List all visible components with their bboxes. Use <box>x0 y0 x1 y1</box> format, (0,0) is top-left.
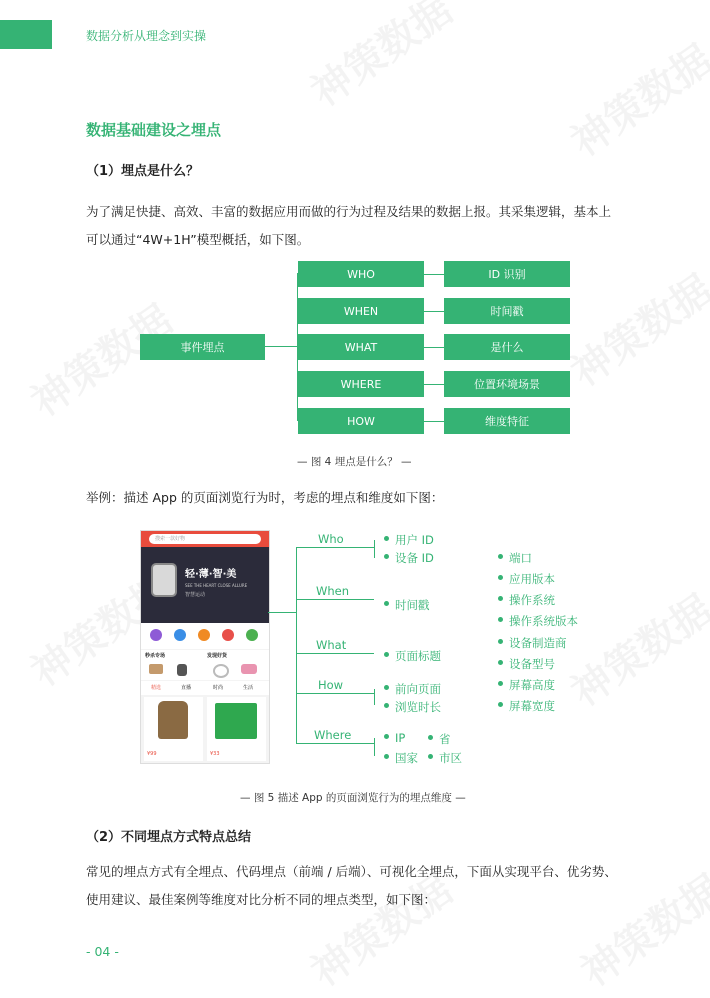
dimension-item <box>384 597 430 613</box>
header-title: 数据分析从理念到实操 <box>86 29 207 43</box>
category-row <box>141 623 269 649</box>
dimension-text: 浏览时长 <box>395 700 441 714</box>
paragraph-line: 可以通过“4W+1H”模型概括，如下图。 <box>86 232 310 247</box>
label-when: When <box>316 584 350 598</box>
example-text: 举例：描述 App 的页面浏览行为时，考虑的埋点和维度如下图： <box>86 490 444 505</box>
watch-icon <box>151 563 177 597</box>
product-thumb <box>241 664 257 674</box>
w-value-box: 时间戳 <box>444 298 570 324</box>
w-key-box: WHERE <box>298 371 424 397</box>
w-key-box: WHO <box>298 261 424 287</box>
phone-screenshot <box>140 530 270 764</box>
w-key-box: HOW <box>298 408 424 434</box>
subsection-title-1: （1）埋点是什么？ <box>86 164 200 179</box>
category-icon <box>246 629 258 641</box>
bullet-icon <box>498 660 503 665</box>
bullet-icon <box>384 703 389 708</box>
connector <box>424 347 444 348</box>
bullet-icon <box>498 575 503 580</box>
label-where: Where <box>314 728 352 742</box>
product-card <box>144 697 203 761</box>
dimension-text: 时间戳 <box>395 598 430 612</box>
dimension-text: 省 <box>439 732 451 746</box>
paragraph-1 <box>86 198 646 254</box>
dimension-item <box>384 699 441 715</box>
device-item <box>498 698 555 714</box>
bullet-icon <box>384 652 389 657</box>
subsection-title-2: （2）不同埋点方式特点总结 <box>86 830 252 845</box>
device-item <box>498 677 555 693</box>
bullet-icon <box>428 735 433 740</box>
bullet-icon <box>498 596 503 601</box>
dimension-item <box>384 648 441 664</box>
price: ¥99 <box>147 751 157 757</box>
tab-row <box>141 681 269 695</box>
dimension-text: 用户 ID <box>395 533 434 547</box>
dimension-text: 市区 <box>439 751 462 765</box>
dimension-text: 页面标题 <box>395 649 441 663</box>
feature-row <box>141 650 269 680</box>
connector <box>296 599 374 600</box>
page-number: - 04 - <box>86 944 119 959</box>
banner-brand: 智慧运动 <box>185 592 206 598</box>
w-value-box: ID 识别 <box>444 261 570 287</box>
dimension-text: 前向页面 <box>395 682 441 696</box>
label-who: Who <box>318 532 344 546</box>
device-text: 屏幕高度 <box>509 678 555 692</box>
connector <box>374 540 375 558</box>
w-value-box: 位置环境场景 <box>444 371 570 397</box>
connector <box>296 693 374 694</box>
paragraph-line: 为了满足快捷、高效、丰富的数据应用而做的行为过程及结果的数据上报。其采集逻辑，基本上 <box>86 204 612 219</box>
bullet-icon <box>384 685 389 690</box>
tab-label: 生活 <box>243 685 254 691</box>
watermark <box>298 0 462 118</box>
pillow-image <box>215 703 257 739</box>
bullet-icon <box>498 702 503 707</box>
device-item <box>498 592 555 608</box>
figure-4-caption: — 图 4 埋点是什么？ — <box>297 456 412 468</box>
category-icon <box>222 629 234 641</box>
backpack-image <box>158 701 188 739</box>
dimension-item <box>428 731 451 747</box>
connector <box>374 689 375 705</box>
connector <box>424 421 444 422</box>
device-text: 操作系统版本 <box>509 614 578 628</box>
w-key-box: WHAT <box>298 334 424 360</box>
bullet-icon <box>384 554 389 559</box>
watermark <box>558 579 710 717</box>
device-item <box>498 550 532 566</box>
device-item <box>498 571 555 587</box>
w-key-box: WHEN <box>298 298 424 324</box>
product-thumb <box>213 664 229 678</box>
product-card <box>207 697 266 761</box>
paragraph-line: 常见的埋点方式有全埋点、代码埋点（前端 / 后端）、可视化全埋点，下面从实现平台、优劣势、 <box>86 864 617 879</box>
banner-headline: 轻·薄·智·美 <box>185 569 237 580</box>
search-input: 搜索一款好物 <box>149 534 261 544</box>
device-item <box>498 635 567 651</box>
connector <box>296 547 297 743</box>
bullet-icon <box>498 639 503 644</box>
label-how: How <box>318 678 344 692</box>
dimension-text: 国家 <box>395 751 418 765</box>
bullet-icon <box>384 536 389 541</box>
bullet-icon <box>498 617 503 622</box>
dimension-text: 设备 ID <box>395 551 434 565</box>
bullet-icon <box>428 754 433 759</box>
section-label: 发现好货 <box>207 653 228 659</box>
connector <box>424 384 444 385</box>
connector <box>296 653 374 654</box>
tab-label: 精选 <box>151 685 162 691</box>
device-text: 端口 <box>509 551 532 565</box>
connector <box>268 612 296 613</box>
bullet-icon <box>498 554 503 559</box>
root-box: 事件埋点 <box>140 334 265 360</box>
connector <box>424 311 444 312</box>
w-value-box: 维度特征 <box>444 408 570 434</box>
figure-5-caption: — 图 5 描述 App 的页面浏览行为的埋点维度 — <box>240 792 466 804</box>
device-text: 操作系统 <box>509 593 555 607</box>
product-thumb <box>149 664 163 674</box>
tab-label: 直播 <box>181 685 192 691</box>
paragraph-line: 使用建议、最佳案例等维度对比分析不同的埋点类型，如下图： <box>86 892 437 907</box>
banner <box>141 547 269 623</box>
dimension-item <box>384 681 441 697</box>
device-item <box>498 656 555 672</box>
w-value-box: 是什么 <box>444 334 570 360</box>
tab-label: 时尚 <box>213 685 224 691</box>
section-label: 秒杀专场 <box>145 653 166 659</box>
price: ¥33 <box>210 751 220 757</box>
bullet-icon <box>384 754 389 759</box>
dimension-item <box>384 532 434 548</box>
dimension-text: IP <box>395 731 406 745</box>
label-what: What <box>316 638 347 652</box>
device-text: 应用版本 <box>509 572 555 586</box>
dimension-item <box>428 750 462 766</box>
product-thumb <box>177 664 187 676</box>
banner-sub: SEE THE HEART CLOSE ALLURE <box>185 583 248 588</box>
category-icon <box>198 629 210 641</box>
connector <box>296 547 374 548</box>
connector <box>374 738 375 756</box>
connector <box>265 346 298 347</box>
header-accent-block <box>0 20 52 49</box>
paragraph-2 <box>86 858 646 914</box>
bullet-icon <box>384 734 389 739</box>
device-text: 设备制造商 <box>509 636 567 650</box>
connector <box>424 274 444 275</box>
section-title: 数据基础建设之埋点 <box>86 121 222 139</box>
device-text: 设备型号 <box>509 657 555 671</box>
connector <box>296 743 374 744</box>
device-text: 屏幕宽度 <box>509 699 555 713</box>
device-item <box>498 613 578 629</box>
category-icon <box>174 629 186 641</box>
dimension-item <box>384 750 418 766</box>
dimension-item <box>384 550 434 566</box>
category-icon <box>150 629 162 641</box>
bullet-icon <box>384 601 389 606</box>
watermark <box>558 259 710 397</box>
dimension-item <box>384 731 405 745</box>
watermark <box>558 29 710 167</box>
bullet-icon <box>498 681 503 686</box>
